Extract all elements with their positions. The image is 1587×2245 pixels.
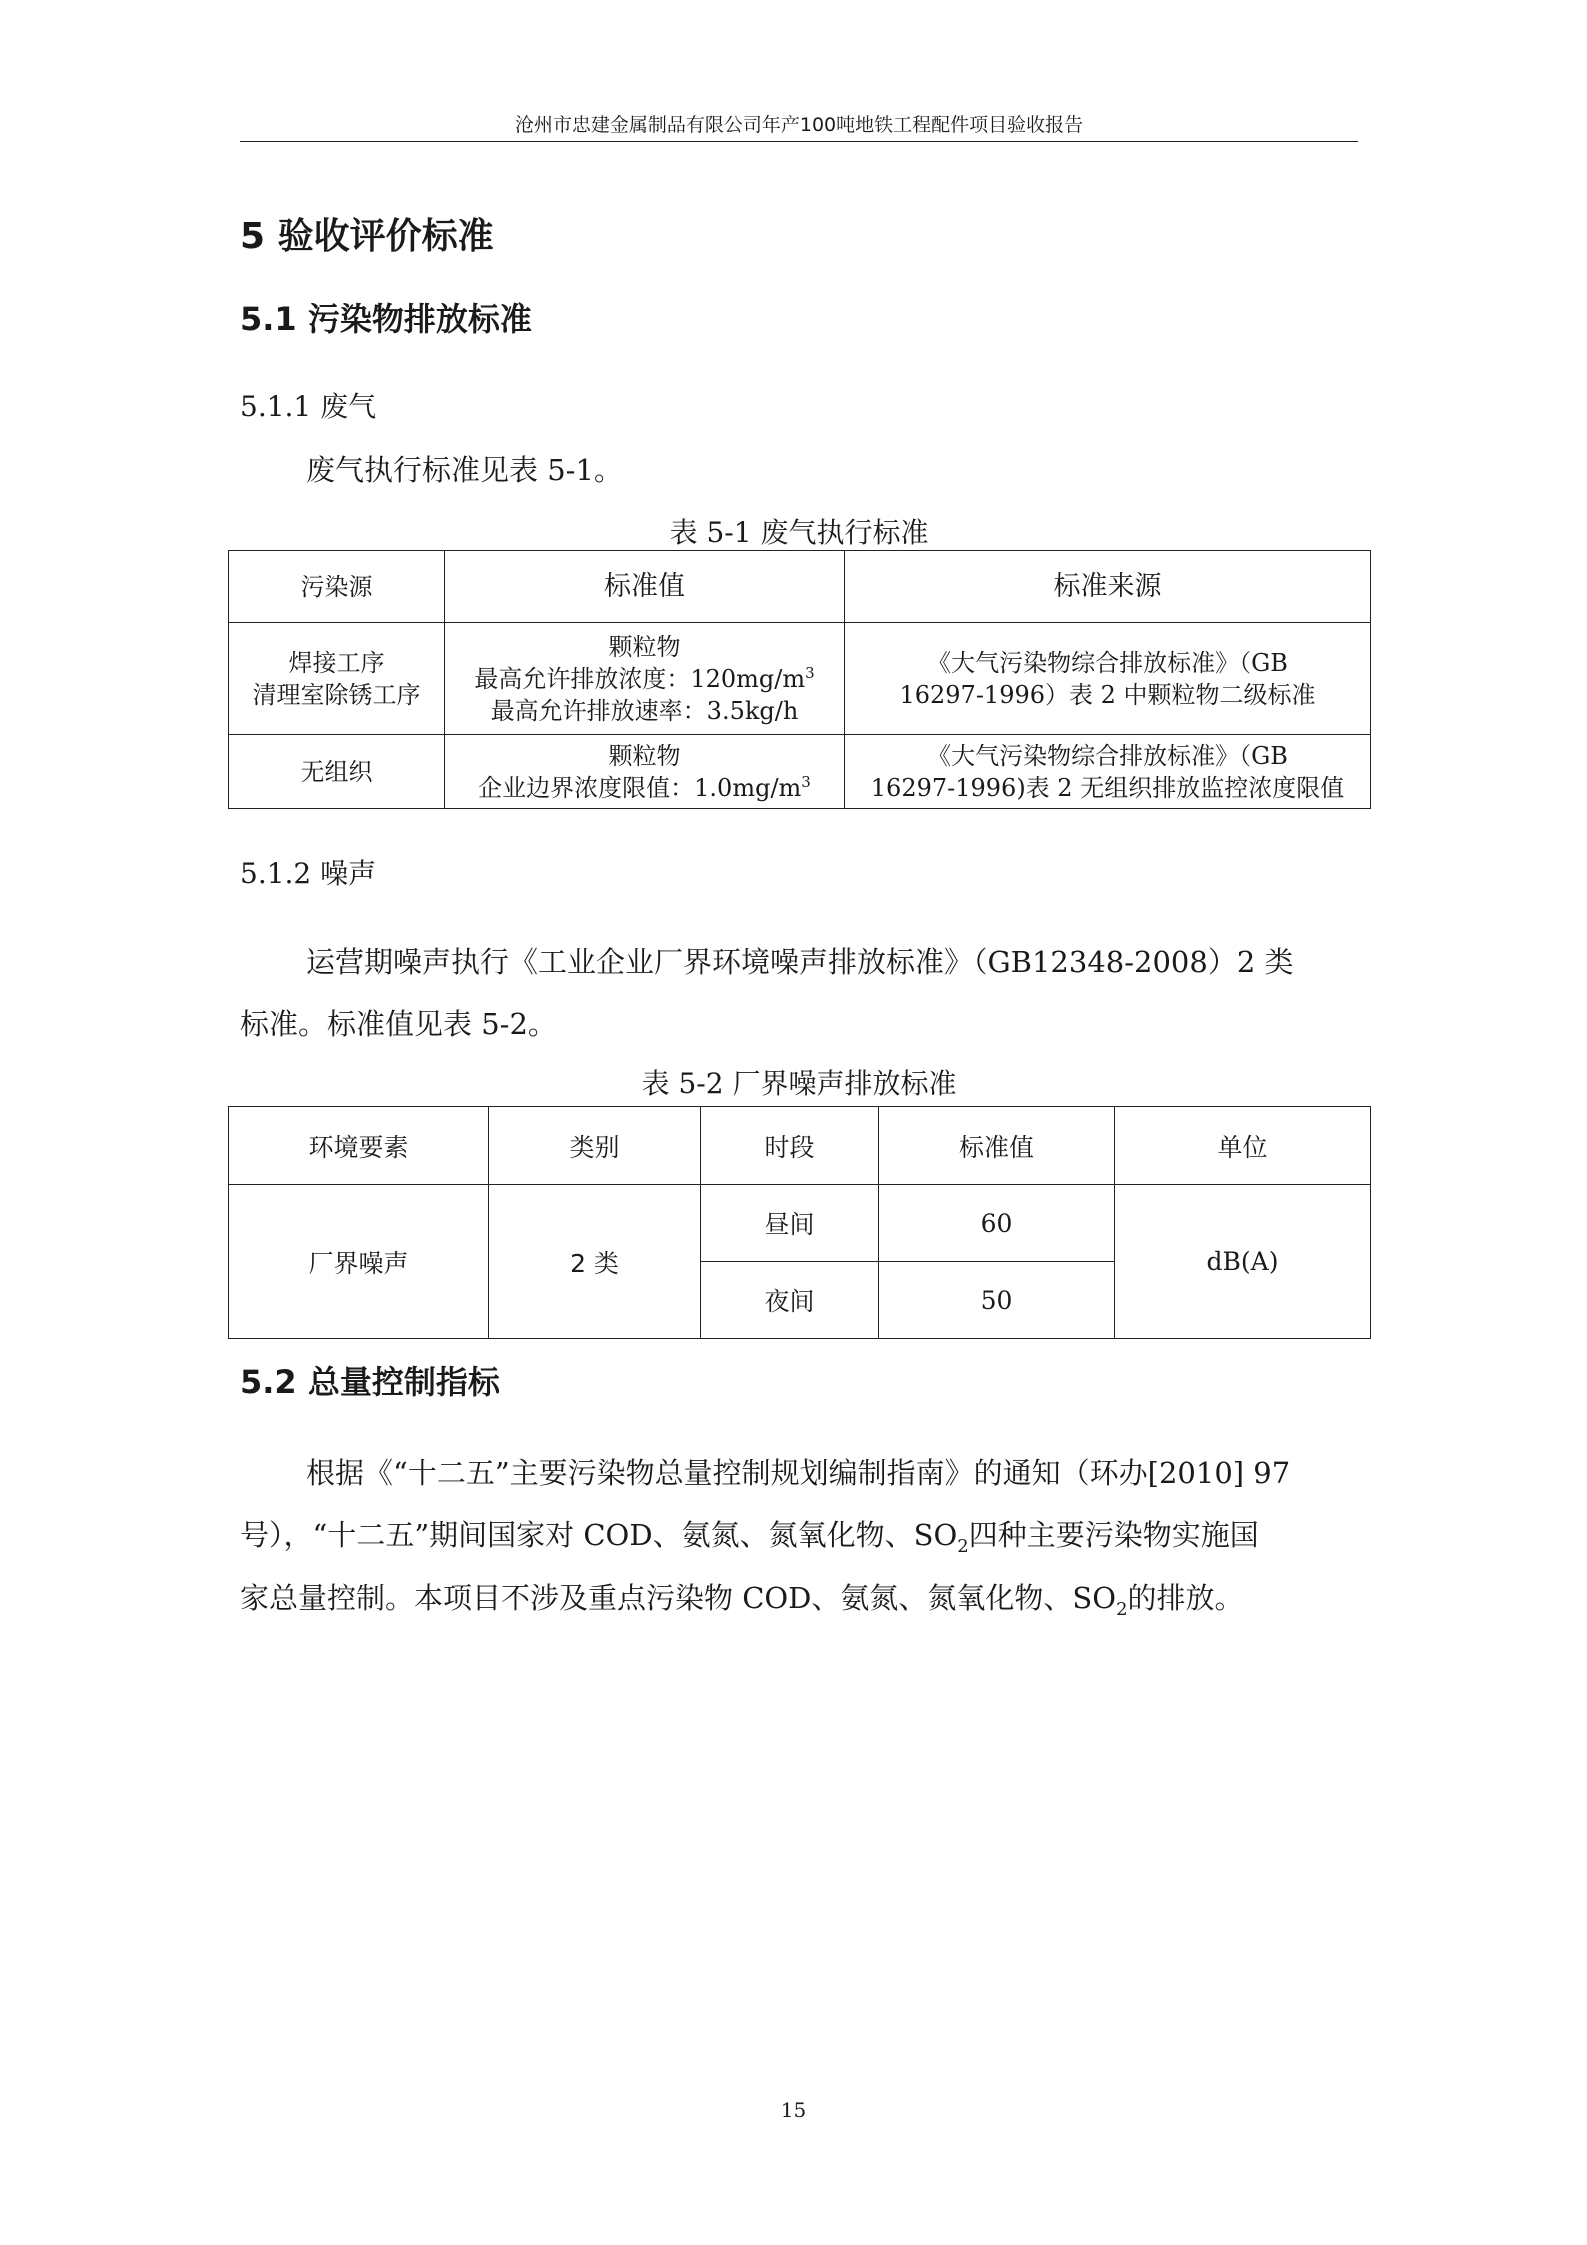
header-cell: 单位 (1115, 1107, 1371, 1185)
noise-paragraph-line: 标准。标准值见表 5-2。 (240, 1007, 557, 1041)
section-5-heading: 5 验收评价标准 (240, 216, 494, 257)
header-cell: 标准值 (879, 1107, 1115, 1185)
table-row (229, 623, 1371, 735)
noise-paragraph-line: 运营期噪声执行《工业企业厂界环境噪声排放标准》（GB12348-2008）2 类 (306, 945, 1294, 979)
exhaust-standard-table (228, 550, 1371, 809)
total-control-line: 号），“十二五”期间国家对 COD、氨氮、氮氧化物、$SO_2$四种主要污染物实施国 (240, 1518, 1259, 1557)
source-cell: 无组织 (229, 735, 445, 809)
category-cell: 2 类 (489, 1185, 701, 1339)
total-control-line: 家总量控制。本项目不涉及重点污染物 COD、氨氮、氮氧化物、$SO_2$的排放。 (240, 1581, 1244, 1620)
noise-standard-table (228, 1106, 1371, 1339)
table-row (229, 1185, 1371, 1262)
standard-cell: 《大气污染物综合排放标准》（GB 16297-1996）表 2 中颗粒物二级标准 (845, 623, 1371, 735)
section-5-1-heading: 5.1 污染物排放标准 (240, 300, 532, 338)
standard-cell: 《大气污染物综合排放标准》（GB 16297-1996)表 2 无组织排放监控浓度限值 (845, 735, 1371, 809)
element-cell: 厂界噪声 (229, 1185, 489, 1339)
table-header-row (229, 1107, 1371, 1185)
total-control-line: 根据《“十二五”主要污染物总量控制规划编制指南》的通知（环办[2010] 97 (306, 1456, 1291, 1490)
section-5-2-heading: 5.2 总量控制指标 (240, 1363, 500, 1401)
value-cell: 颗粒物 企业边界浓度限值：$1.0mg/m^3$ (445, 735, 845, 809)
exhaust-intro: 废气执行标准见表 5-1。 (306, 453, 623, 487)
value-cell: 60 (879, 1185, 1115, 1262)
header-cell: 标准值 (445, 551, 845, 623)
period-cell: 夜间 (701, 1262, 879, 1339)
period-cell: 昼间 (701, 1185, 879, 1262)
section-5-1-1-heading: 5.1.1 废气 (240, 390, 377, 423)
header-cell: 环境要素 (229, 1107, 489, 1185)
section-5-1-2-heading: 5.1.2 噪声 (240, 857, 377, 890)
page-header: 沧州市忠建金属制品有限公司年产100吨地铁工程配件项目验收报告 (514, 114, 1084, 136)
page-number: 15 (780, 2098, 807, 2122)
unit-cell: dB(A) (1115, 1185, 1371, 1339)
header-divider (240, 141, 1358, 142)
table-5-2-caption: 表 5-2 厂界噪声排放标准 (641, 1067, 957, 1100)
header-cell: 标准来源 (845, 551, 1371, 623)
table-row (229, 735, 1371, 809)
header-cell: 类别 (489, 1107, 701, 1185)
header-cell: 时段 (701, 1107, 879, 1185)
value-cell: 50 (879, 1262, 1115, 1339)
table-header-row (229, 551, 1371, 623)
value-cell: 颗粒物 最高允许排放浓度：$120mg/m^3$ 最高允许排放速率：3.5kg/h (445, 623, 845, 735)
source-cell: 焊接工序 清理室除锈工序 (229, 623, 445, 735)
table-5-1-caption: 表 5-1 废气执行标准 (669, 516, 929, 549)
header-cell: 污染源 (229, 551, 445, 623)
